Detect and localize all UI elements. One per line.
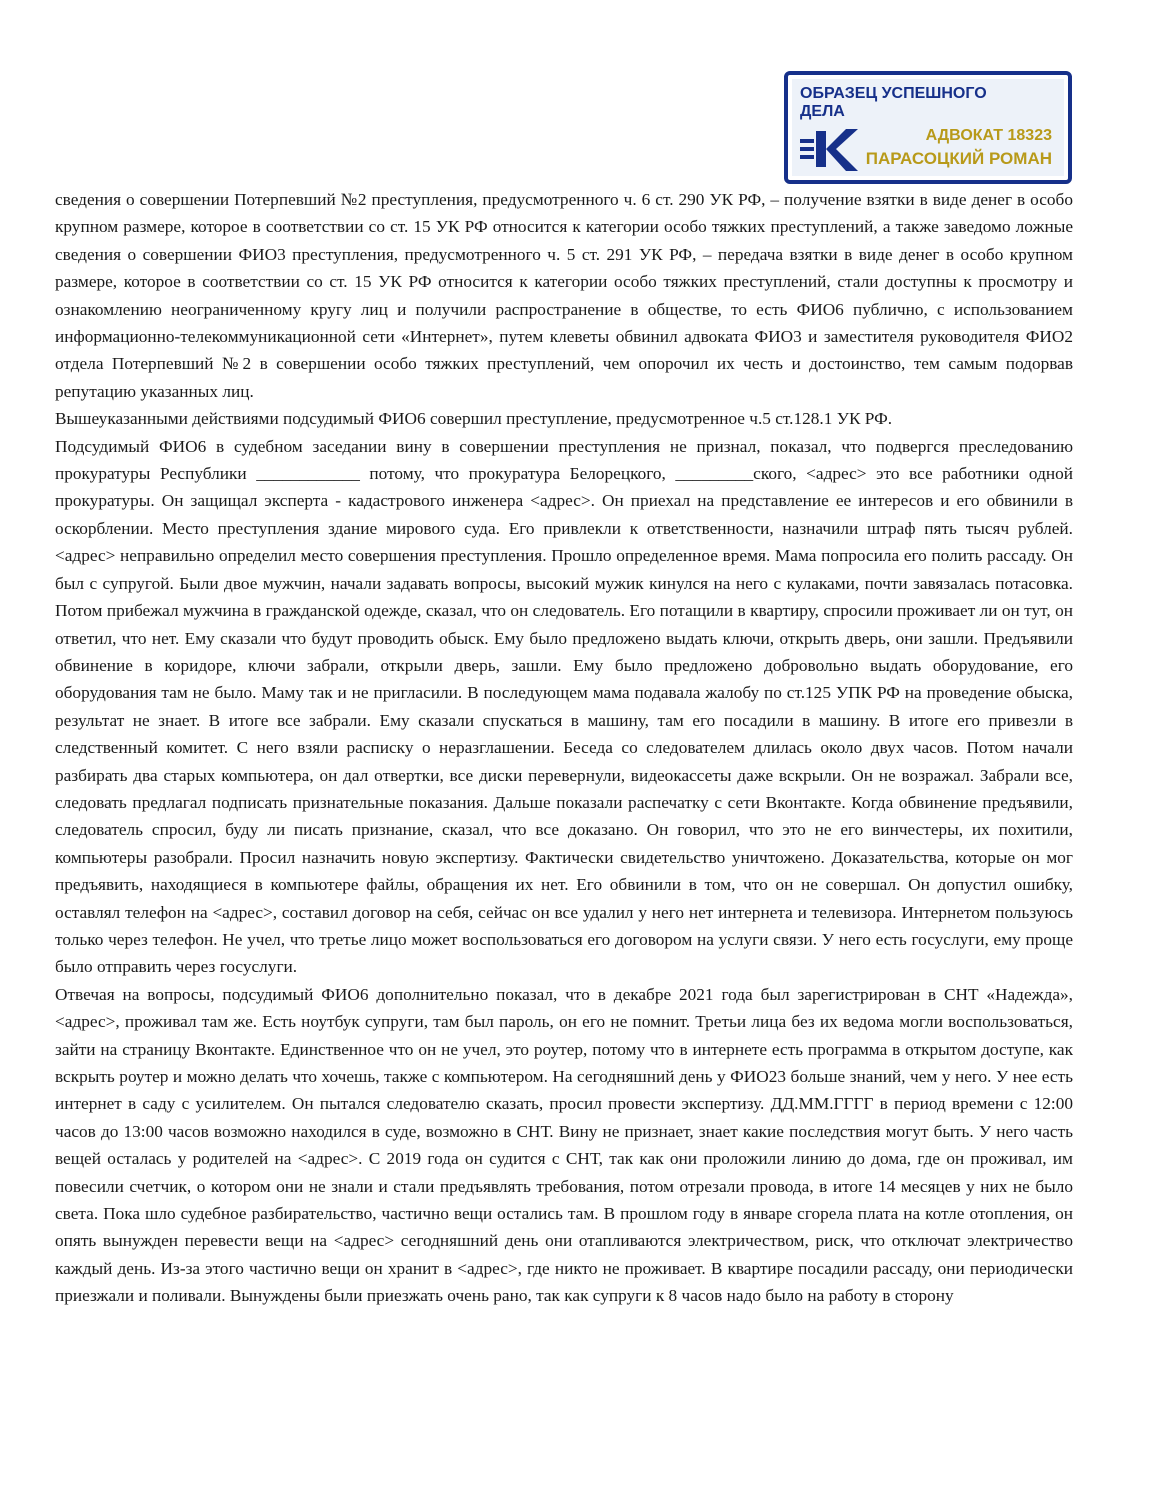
badge-lawyer-id: АДВОКАТ 18323 (925, 127, 1052, 144)
case-sample-badge (784, 71, 1072, 184)
paragraph: сведения о совершении Потерпевший №2 преступления, предусмотренного ч. 6 ст. 290 УК РФ, – получение взятки в виде денег в особо крупном размере, которое в соответствии со ст. 15 УК РФ относится к категории особо тяжких преступлений, а также заведомо ложные сведения о совершении ФИО3 преступления, предусмотренного ч. 5 ст. 291 УК РФ, – передача взятки в виде денег в особо крупном размере, которое в соответствии со ст. 15 УК РФ относится к категории особо тяжких преступлений, стали доступны к просмотру и ознакомлению неограниченному кругу лиц и получили распространение в обществе, то есть ФИО6 публично, с использованием информационно-телекоммуникационной сети «Интернет», путем клеветы обвинил адвоката ФИО3 и заместителя руководителя ФИО2 отдела Потерпевший №2 в совершении особо тяжких преступлений, чем опорочил их честь и достоинство, тем самым подорвав репутацию указанных лиц. (55, 190, 1073, 401)
paragraph: Вышеуказанными действиями подсудимый ФИО6 совершил преступление, предусмотренное ч.5 ст.128.1 УК РФ. (55, 409, 893, 429)
paragraph: Подсудимый ФИО6 в судебном заседании вину в совершении преступления не признал, показал, что подвергся преследованию прокуратуры Республики ____________ потому, что прокуратура Белорецкого, _________ского, <адрес> это все работники одной прокуратуры. Он защищал эксперта - кадастрового инженера <адрес>. Он приехал на представление ее интересов и его обвинили в оскорблении. Место преступления здание мирового суда. Его привлекли к ответственности, назначили штраф пять тысяч рублей. <адрес> неправильно определил место совершения преступления. Прошло определенное время. Мама попросила его полить рассаду. Он был с супругой. Были двое мужчин, начали задавать вопросы, высокий мужик кинулся на него с кулаками, почти завязалась потасовка. Потом прибежал мужчина в гражданской одежде, сказал, что он следователь. Его потащили в квартиру, спросили проживает ли он тут, он ответил, что нет. Ему сказали что будут проводить обыск. Ему было предложено выдать ключи, открыть дверь, они зашли. Предъявили обвинение в коридоре, ключи забрали, открыли дверь, зашли. Ему было предложено добровольно выдать оборудование, его оборудования там не было. Маму так и не пригласили. В последующем мама подавала жалобу по ст.125 УПК РФ на проведение обыска, результат не знает. В итоге все забрали. Ему сказали спускаться в машину, там его посадили в машину. В итоге его привезли в следственный комитет. С него взяли расписку о неразглашении. Беседа со следователем длилась около двух часов. Потом начали разбирать два старых компьютера, он дал отвертки, все диски перевернули, видеокассеты даже вскрыли. Он не возражал. Забрали все, следовать предлагал подписать признательные показания. Дальше показали распечатку с сети Вконтакте. Когда обвинение предъявили, следователь спросил, буду ли писать признание, сказал, что все доказано. Он говорил, что это не его винчестеры, их похитили, компьютеры разобрали. Просил назначить новую экспертизу. Фактически свидетельство уничтожено. Доказательства, которые он мог предъявить, находящиеся в компьютере файлы, обращения их нет. Его обвинили в том, что он не совершал. Он допустил ошибку, оставлял телефон на <адрес>, составил договор на себя, сейчас он все удалил у него нет интернета и телевизора. Интернетом пользуюсь только через телефон. Не учел, что третье лицо может воспользоваться его договором на услуги связи. У него есть госуслуги, ему проще было отправить через госуслуги. (55, 436, 1073, 977)
document-body (55, 186, 1073, 1310)
badge-lawyer-name: ПАРАСОЦКИЙ РОМАН (865, 149, 1052, 168)
badge-panel (792, 79, 1064, 176)
paragraph: Отвечая на вопросы, подсудимый ФИО6 дополнительно показал, что в декабре 2021 года был зарегистрирован в СНТ «Надежда», <адрес>, проживал там же. Есть ноутбук супруги, там был пароль, он его не помнит. Третьи лица без их ведома могли воспользоваться, зайти на страницу Вконтакте. Единственное что он не учел, это роутер, потому что в интернете есть программа в открытом доступе, как вскрыть роутер и можно делать что хочешь, также с компьютером. На сегодняшний день у ФИО23 больше знаний, чем у него. У нее есть интернет в саду с усилителем. Он пытался следователю сказать, просил провести экспертизу. ДД.ММ.ГГГГ в период времени с 12:00 часов до 13:00 часов возможно находился в суде, возможно в СНТ. Вину не признает, знает какие последствия могут быть. У него часть вещей осталась у родителей на <адрес>. С 2019 года он судится с СНТ, так как они проложили линию до дома, где он проживал, им повесили счетчик, о котором они не знали и стали предъявлять требования, потом отрезали провода, в итоге 14 месяцев у них не было света. Пока шло судебное разбирательство, частично вещи остались там. В прошлом году в январе сгорела плата на котле отопления, он опять вынужден перевести вещи на <адрес> сегодняшний день они отапливаются электричеством, риск, что отключат электричество каждый день. Из-за этого частично вещи он хранит в <адрес>, где никто не проживает. В квартире посадили рассаду, они периодически приезжали и поливали. Вынуждены были приезжать очень рано, так как супруги к 8 часов надо было на работу в сторону (55, 984, 1073, 1306)
law-firm-logo-icon (800, 127, 860, 173)
badge-title: ОБРАЗЕЦ УСПЕШНОГО ДЕЛА (800, 85, 987, 120)
